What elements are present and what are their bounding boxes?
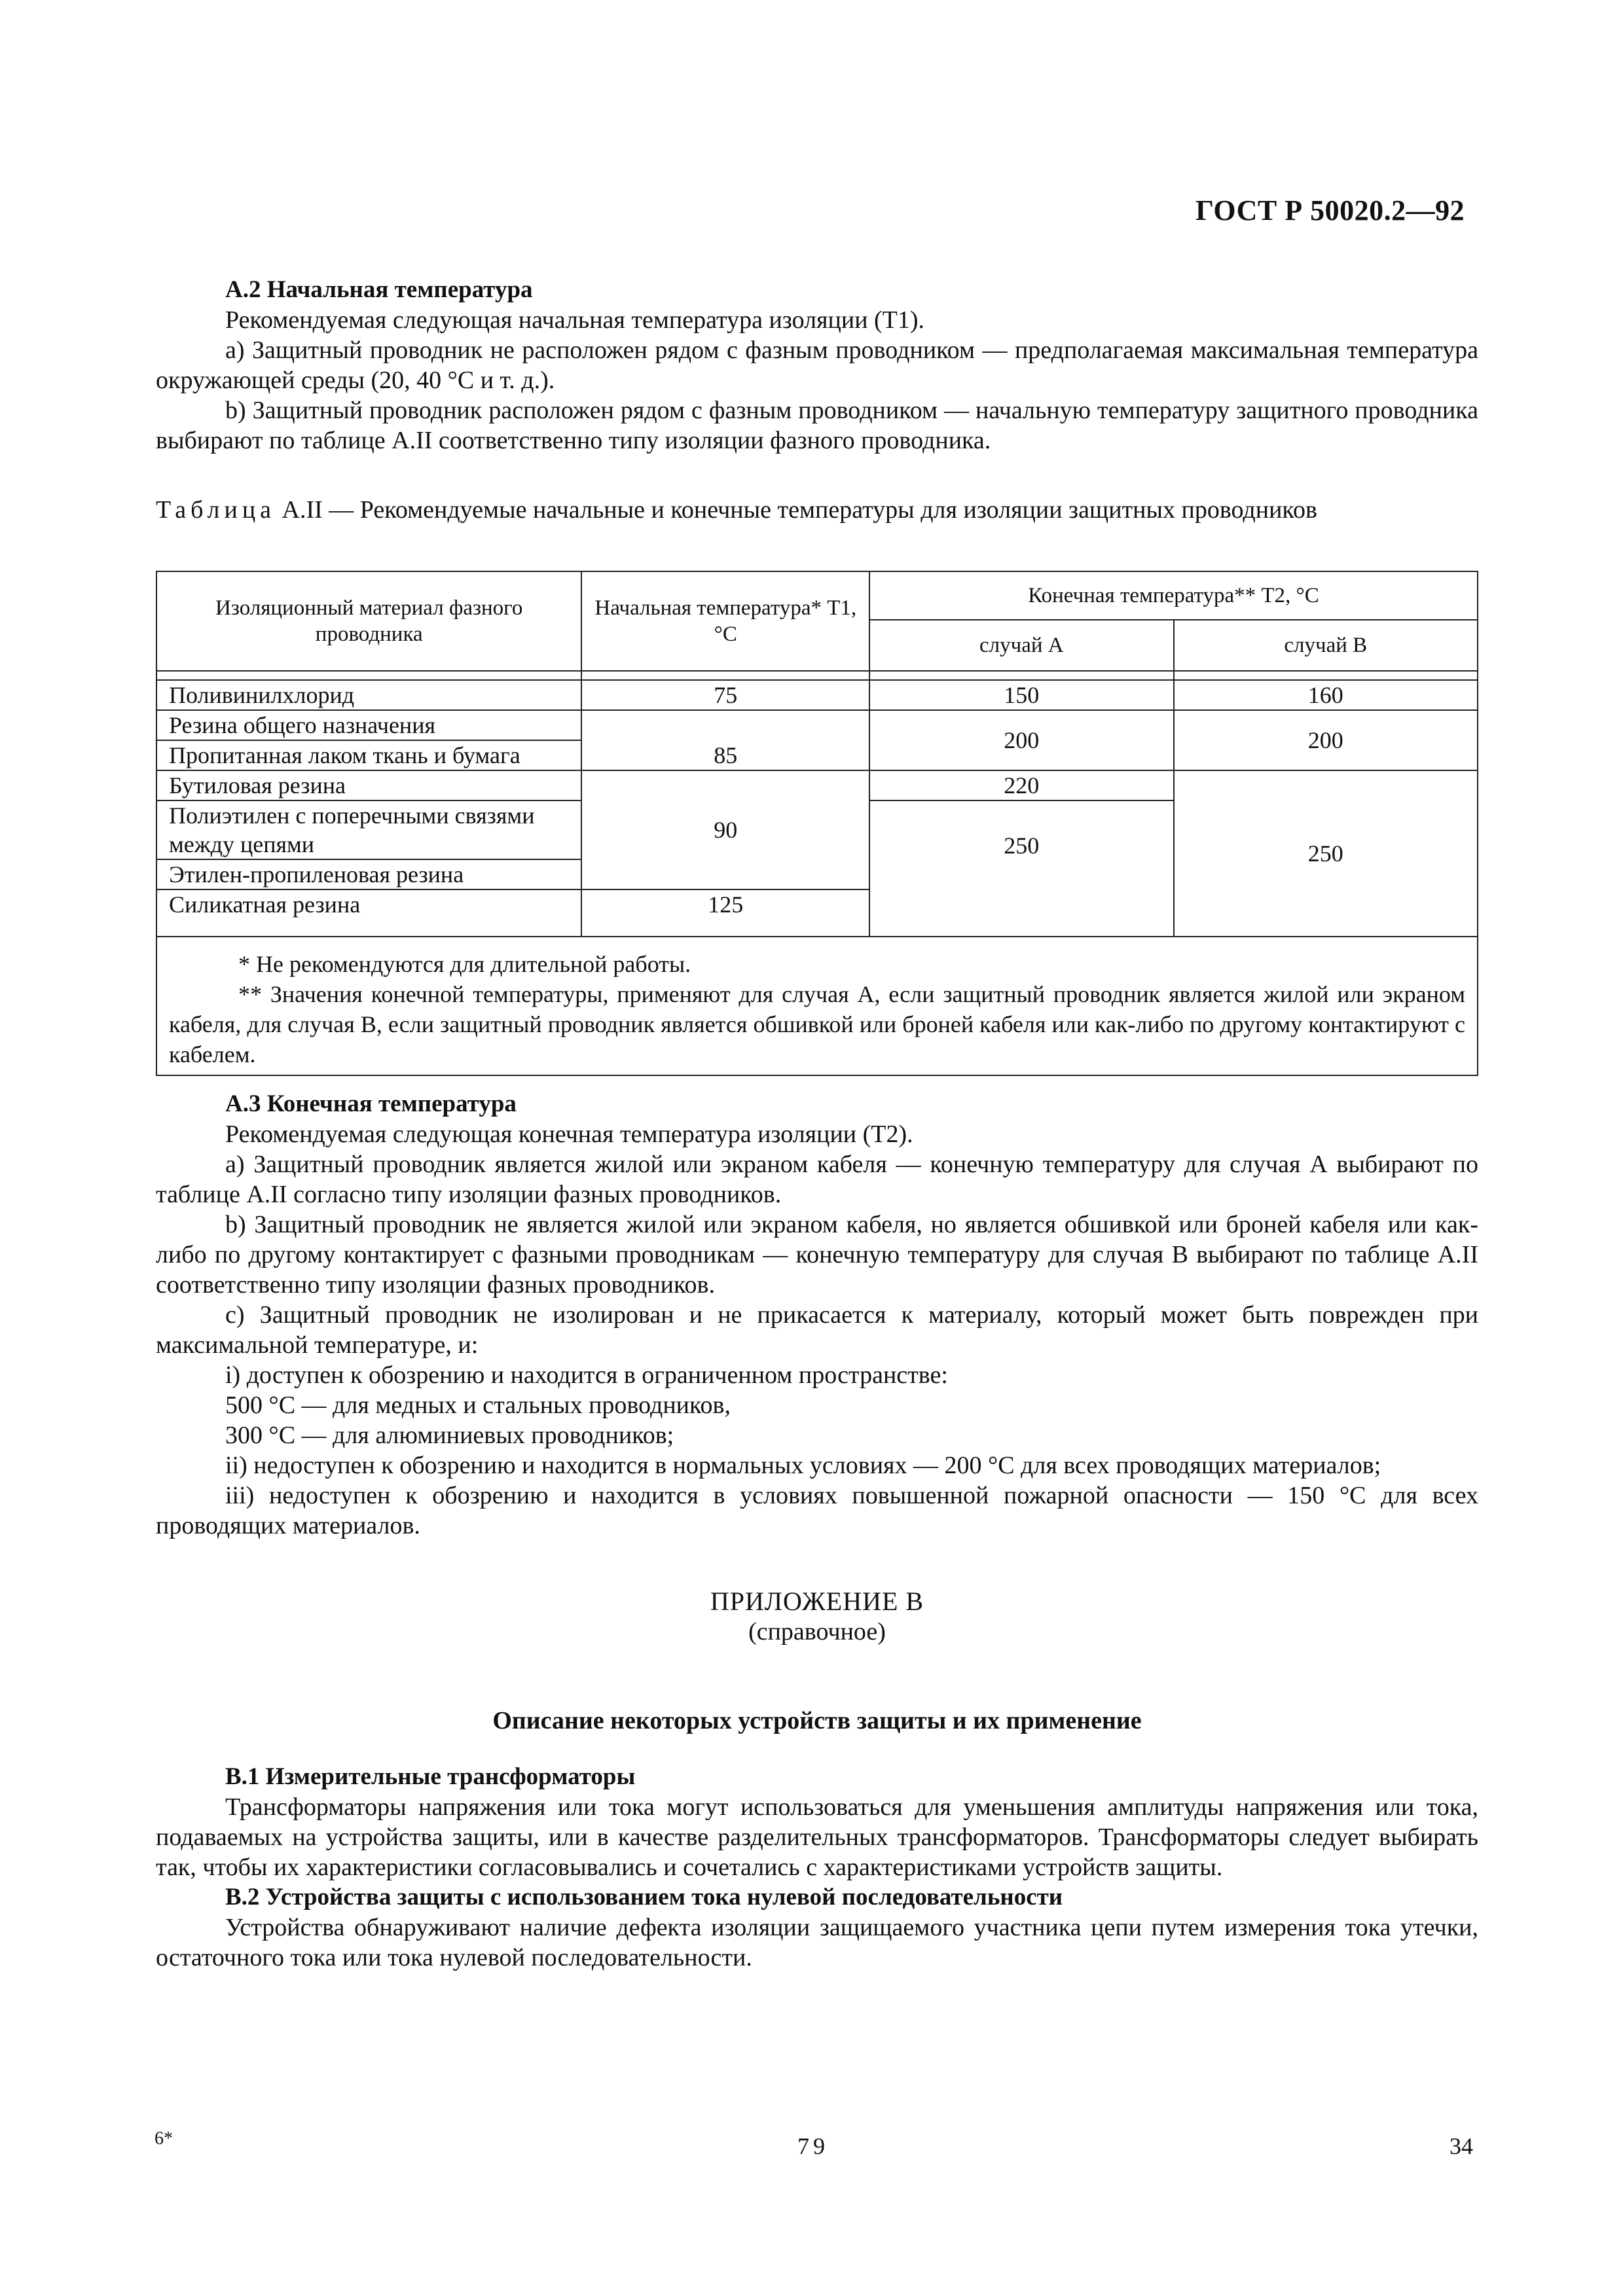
- row-epr: Этилен-пропиленовая резина: [156, 859, 581, 889]
- header-case-a: случай А: [869, 620, 1173, 671]
- page-number: 34: [1450, 2133, 1473, 2159]
- document-body: [156, 275, 1478, 1973]
- footer-sequence-number: 79: [797, 2133, 829, 2159]
- table-notes: [156, 937, 1478, 1075]
- note-2: ** Значения конечной температуры, применяют для случая А, если защитный проводник является жилой или экраном кабеля, для случая В, если защитный проводник является обшивкой или броней кабеля или как-либо по другому контактируют с кабелем.: [169, 981, 1465, 1067]
- footer-signature-mark: 6*: [155, 2128, 173, 2149]
- table-caption-label: Таблица: [156, 496, 276, 524]
- section-b2-title: B.2 Устройства защиты с использованием тока нулевой последовательности: [225, 1884, 1063, 1910]
- table-caption: [156, 495, 1478, 525]
- row-silicone: Силикатная резина: [156, 889, 581, 937]
- a3-paragraph: а) Защитный проводник является жилой или экраном кабеля — конечную температуру для случая А выбирают по таблице А.II согласно типу изоляции фазных проводников.: [156, 1151, 1478, 1208]
- a3-paragraph: iii) недоступен к обозрению и находится в условиях повышенной пожарной опасности — 150 °С для всех проводящих материалов.: [156, 1482, 1478, 1539]
- appendix-title: ПРИЛОЖЕНИЕ В: [710, 1587, 924, 1616]
- case-a-value: 150: [869, 680, 1173, 710]
- a2-paragraph: Рекомендуемая следующая начальная температура изоляции (T1).: [225, 306, 925, 334]
- a3-paragraph: ii) недоступен к обозрению и находится в нормальных условиях — 200 °С для всех проводящих материалов;: [225, 1452, 1381, 1479]
- t1-value: 125: [581, 889, 869, 937]
- case-b-value: 250: [1174, 770, 1478, 937]
- case-a-value: 250: [869, 800, 1173, 937]
- temperature-table: [156, 571, 1478, 1076]
- a3-paragraph: с) Защитный проводник не изолирован и не прикасается к материалу, который может быть поврежден при максимальной температуре, и:: [156, 1301, 1478, 1359]
- t1-value: 75: [581, 680, 869, 710]
- a3-paragraph: 500 °С — для медных и стальных проводников,: [225, 1391, 731, 1419]
- case-b-value: 160: [1174, 680, 1478, 710]
- row-impregnated: Пропитанная лаком ткань и бумага: [156, 740, 581, 770]
- a3-paragraph: b) Защитный проводник не является жилой или экраном кабеля, но является обшивкой или броней кабеля или как-либо по другому контактирует с фазными проводникам — конечную температуру для случая В выбирают по таблице А.II соответственно типу изоляции фазных проводников.: [156, 1211, 1478, 1299]
- section-a3-title: A.3 Конечная температура: [225, 1090, 517, 1117]
- section-b1-title: B.1 Измерительные трансформаторы: [225, 1763, 636, 1790]
- b1-paragraph: Трансформаторы напряжения или тока могут использоваться для уменьшения амплитуды напряжения или тока, подаваемых на устройства защиты, или в качестве разделительных трансформаторов. Трансформаторы следует выбирать так, чтобы их характеристики согласовывались и сочетались с характеристиками устройств защиты.: [156, 1793, 1478, 1881]
- header-t1: Начальная температура* T1, °С: [581, 571, 869, 671]
- row-pvc: Поливинилхлорид: [156, 680, 581, 710]
- case-a-value: 220: [869, 770, 1173, 800]
- a3-paragraph: 300 °С — для алюминиевых проводников;: [225, 1422, 674, 1449]
- t1-value: 85: [581, 710, 869, 770]
- case-b-value: 200: [1174, 710, 1478, 770]
- section-a2-title: A.2 Начальная температура: [225, 276, 533, 303]
- t1-value: 90: [581, 770, 869, 889]
- document-code: ГОСТ Р 50020.2—92: [1195, 194, 1465, 226]
- row-rubber-general: Резина общего назначения: [156, 710, 581, 740]
- table-caption-text: А.II — Рекомендуемые начальные и конечные температуры для изоляции защитных проводников: [282, 496, 1317, 524]
- row-butyl: Бутиловая резина: [156, 770, 581, 800]
- row-polyethylene: Полиэтилен с поперечными связями между цепями: [156, 800, 581, 859]
- note-1: * Не рекомендуются для длительной работы.: [238, 951, 691, 977]
- a3-paragraph: Рекомендуемая следующая конечная температура изоляции (T2).: [225, 1121, 913, 1148]
- a2-paragraph: b) Защитный проводник расположен рядом с фазным проводником — начальную температуру защитного проводника выбирают по таблице А.II соответственно типу изоляции фазного проводника.: [156, 397, 1478, 454]
- a2-paragraph: а) Защитный проводник не расположен рядом с фазным проводником — предполагаемая максимальная температура окружающей среды (20, 40 °С и т. д.).: [156, 336, 1478, 394]
- b2-paragraph: Устройства обнаруживают наличие дефекта изоляции защищаемого участника цепи путем измерения тока утечки, остаточного тока или тока нулевой последовательности.: [156, 1914, 1478, 1971]
- header-t2: Конечная температура** T2, °С: [869, 571, 1478, 620]
- case-a-value: 200: [869, 710, 1173, 770]
- a3-paragraph: i) доступен к обозрению и находится в ограниченном пространстве:: [225, 1361, 948, 1389]
- appendix-heading: Описание некоторых устройств защиты и их применение: [492, 1707, 1142, 1734]
- header-case-b: случай В: [1174, 620, 1478, 671]
- header-material: Изоляционный материал фазного проводника: [156, 571, 581, 671]
- appendix-subtitle: (справочное): [748, 1618, 886, 1645]
